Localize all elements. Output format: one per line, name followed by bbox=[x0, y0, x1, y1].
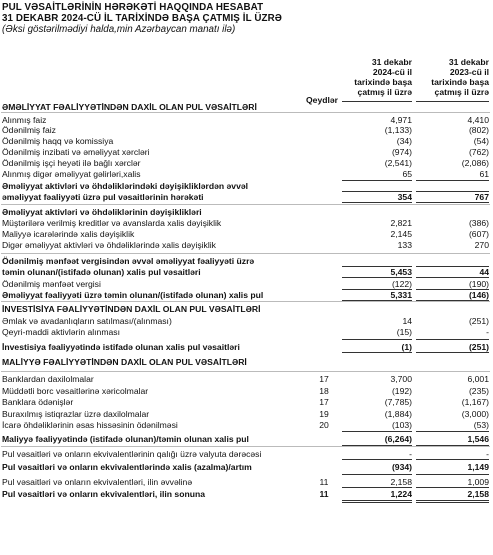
row-value-2023: 1,009 bbox=[467, 477, 489, 487]
row-value-2023: (386) bbox=[468, 218, 489, 228]
table-row bbox=[0, 409, 493, 419]
column-header-notes: Qeydlər bbox=[306, 95, 339, 105]
divider bbox=[342, 180, 412, 181]
row-value-2024: 14 bbox=[402, 316, 412, 326]
row-value-2024: 3,700 bbox=[390, 374, 412, 384]
row-value-2024: (103) bbox=[391, 420, 412, 430]
divider bbox=[416, 431, 489, 432]
table-row bbox=[0, 229, 493, 239]
row-value-2024: 1,224 bbox=[390, 489, 412, 499]
row-label: Ödənilmiş mənfəət vergisindən əvvəl əməliyyat fəaliyyəti üzrə bbox=[2, 256, 255, 266]
divider bbox=[342, 339, 412, 340]
divider bbox=[416, 502, 489, 503]
row-value-2024: (34) bbox=[396, 136, 412, 146]
divider bbox=[416, 339, 489, 340]
row-value-2024: (122) bbox=[391, 279, 412, 289]
table-row bbox=[0, 327, 493, 337]
table-row bbox=[0, 125, 493, 135]
row-label: Alınmış digər əməliyyat gəlirləri,xalis bbox=[2, 169, 141, 179]
row-label: Alınmış faiz bbox=[2, 115, 47, 125]
row-label: Maliyyə fəaliyyətində (istifadə olunan)/təmin olunan xalis pul bbox=[2, 434, 249, 444]
row-value-2023: (251) bbox=[468, 316, 489, 326]
row-label: Maliyyə icarələrində xalis dəyişiklik bbox=[2, 229, 135, 239]
table-row bbox=[0, 397, 493, 407]
row-value-2023: (802) bbox=[468, 125, 489, 135]
row-value-2024: (192) bbox=[391, 386, 412, 396]
title-line-1: PUL VƏSAİTLƏRİNİN HƏRƏKƏTİ HAQQINDA HESABAT bbox=[2, 2, 264, 13]
row-value-2023: (762) bbox=[468, 147, 489, 157]
row-value-2023: (607) bbox=[468, 229, 489, 239]
table-row bbox=[0, 158, 493, 168]
row-value-2024: 2,145 bbox=[390, 229, 412, 239]
table-row bbox=[0, 218, 493, 228]
row-label: Pul vəsaitləri və onların ekvivalentlərinin qalığı üzrə valyuta dərəcəsi bbox=[2, 449, 262, 459]
table-row bbox=[0, 169, 493, 179]
row-value-2023: (54) bbox=[473, 136, 489, 146]
row-value-2024: (7,785) bbox=[384, 397, 412, 407]
report-subtitle: (Əksi göstərilmədiyi halda,min Azərbaycan manatı ilə) bbox=[2, 24, 236, 35]
divider bbox=[416, 101, 489, 102]
row-value-2023: - bbox=[486, 327, 489, 337]
row-value-2024: 2,821 bbox=[390, 218, 412, 228]
row-label: Ödənilmiş işçi heyəti ilə bağlı xərclər bbox=[2, 158, 141, 168]
row-value-2023: 1,546 bbox=[467, 434, 489, 444]
row-value-2023: (3,000) bbox=[461, 409, 489, 419]
row-label: Əmlak və avadanlıqların satılması/(alınması) bbox=[2, 316, 172, 326]
column-header-2024: 31 dekabr 2024-cü il tarixində başa çatmış il üzrə bbox=[354, 57, 412, 97]
section-divider bbox=[1, 301, 490, 302]
row-value-2023: 61 bbox=[479, 169, 489, 179]
row-label: Digər əməliyyat aktivləri və öhdəliklərində xalis dəyişiklik bbox=[2, 240, 216, 250]
row-value-2024: 133 bbox=[397, 240, 412, 250]
divider bbox=[342, 502, 412, 503]
row-value-2023: (146) bbox=[468, 290, 489, 300]
divider bbox=[342, 202, 412, 203]
divider bbox=[342, 431, 412, 432]
row-label: Pul vəsaitləri və onların ekvivalentləri, ilin əvvəlinə bbox=[2, 477, 193, 487]
row-label: Pul vəsaitləri və onların ekvivalentləri, ilin sonuna bbox=[2, 489, 205, 499]
row-value-2023: (235) bbox=[468, 386, 489, 396]
row-label: Əməliyyat aktivləri və öhdəliklərinin dəyişiklikləri bbox=[2, 207, 202, 217]
row-label: Müştərilərə verilmiş kreditlər və avanslarda xalis dəyişiklik bbox=[2, 218, 222, 228]
divider bbox=[416, 289, 489, 290]
row-note: 19 bbox=[319, 409, 329, 419]
row-value-2024: 65 bbox=[402, 169, 412, 179]
row-label: İcarə öhdəliklərinin əsas hissəsinin ödənilməsi bbox=[2, 420, 178, 430]
row-value-2023: 2,158 bbox=[467, 489, 489, 499]
row-value-2024: 5,331 bbox=[390, 290, 412, 300]
row-value-2023: 4,410 bbox=[467, 115, 489, 125]
row-note: 18 bbox=[319, 386, 329, 396]
table-row bbox=[0, 386, 493, 396]
row-value-2023: (53) bbox=[473, 420, 489, 430]
row-value-2023: (190) bbox=[468, 279, 489, 289]
section-divider bbox=[1, 446, 490, 447]
divider bbox=[416, 487, 489, 488]
table-row bbox=[0, 290, 493, 300]
row-label: Banklardan daxilolmalar bbox=[2, 374, 94, 384]
table-row bbox=[0, 115, 493, 125]
row-value-2024: (15) bbox=[396, 327, 412, 337]
section-divider bbox=[1, 204, 490, 205]
divider bbox=[342, 474, 412, 475]
row-value-2024: 5,453 bbox=[390, 267, 412, 277]
row-label: MALİYYƏ FƏALİYYƏTİNDƏN DAXİL OLAN PUL VƏSAİTLƏRİ bbox=[2, 357, 247, 367]
divider bbox=[342, 101, 412, 102]
row-label: Əməliyyat fəaliyyəti üzrə təmin olunan/(istifadə olunan) xalis pul bbox=[2, 290, 264, 300]
table-row bbox=[0, 304, 493, 314]
row-note: 17 bbox=[319, 374, 329, 384]
row-note: 17 bbox=[319, 397, 329, 407]
divider bbox=[416, 474, 489, 475]
table-row bbox=[0, 147, 493, 157]
divider bbox=[342, 289, 412, 290]
row-label: İnvestisiya fəaliyyətində istifadə olunan xalis pul vəsaitləri bbox=[2, 342, 240, 352]
divider bbox=[342, 191, 412, 192]
row-label: Əməliyyat aktivləri və öhdəliklərindəki dəyişikliklərdən əvvəl bbox=[2, 181, 249, 191]
row-value-2024: (1,133) bbox=[384, 125, 412, 135]
row-label: İNVESTİSİYA FƏALİYYƏTİNDƏN DAXİL OLAN PUL VƏSAİTLƏRİ bbox=[2, 304, 261, 314]
row-value-2023: (251) bbox=[468, 342, 489, 352]
divider bbox=[342, 266, 412, 267]
row-value-2023: (2,086) bbox=[461, 158, 489, 168]
table-row bbox=[0, 374, 493, 384]
row-value-2024: 354 bbox=[397, 192, 412, 202]
divider bbox=[416, 459, 489, 460]
divider bbox=[416, 202, 489, 203]
divider bbox=[416, 352, 489, 353]
table-row bbox=[0, 434, 493, 444]
row-value-2024: - bbox=[409, 449, 412, 459]
divider bbox=[416, 277, 489, 278]
table-row bbox=[0, 240, 493, 250]
divider bbox=[416, 266, 489, 267]
row-label: Müddətli borc vəsaitlərinə xəricolmalar bbox=[2, 386, 149, 396]
table-row bbox=[0, 489, 493, 499]
row-label: Ödənilmiş haqq və komissiya bbox=[2, 136, 114, 146]
row-value-2023: 767 bbox=[474, 192, 489, 202]
table-row bbox=[0, 449, 493, 459]
table-row bbox=[0, 102, 493, 112]
row-value-2023: 1,149 bbox=[467, 462, 489, 472]
table-row bbox=[0, 477, 493, 487]
divider bbox=[342, 352, 412, 353]
divider bbox=[342, 459, 412, 460]
row-label: təmin olunan/(istifadə olunan) xalis pul vəsaitləri bbox=[2, 267, 201, 277]
divider bbox=[416, 500, 489, 501]
row-value-2024: (1,884) bbox=[384, 409, 412, 419]
section-divider bbox=[1, 371, 490, 372]
section-divider bbox=[1, 253, 490, 254]
table-row bbox=[0, 420, 493, 430]
title-line-2: 31 DEKABR 2024-CÜ İL TARİXİNDƏ BAŞA ÇATMIŞ İL ÜZRƏ bbox=[2, 13, 282, 24]
table-row bbox=[0, 207, 493, 217]
row-label: əməliyyat fəaliyyəti üzrə pul vəsaitlərinin hərəkəti bbox=[2, 192, 204, 202]
row-value-2024: (6,264) bbox=[384, 434, 412, 444]
row-label: Pul vəsaitləri və onların ekvivalentlərində xalis (azalma)/artım bbox=[2, 462, 252, 472]
table-row bbox=[0, 342, 493, 352]
row-label: ƏMƏLİYYAT FƏALİYYƏTİNDƏN DAXİL OLAN PUL VƏSAİTLƏRİ bbox=[2, 102, 257, 112]
row-value-2023: (1,167) bbox=[461, 397, 489, 407]
table-row bbox=[0, 256, 493, 266]
row-value-2024: (1) bbox=[401, 342, 412, 352]
row-value-2023: 6,001 bbox=[467, 374, 489, 384]
row-note: 11 bbox=[319, 489, 329, 499]
row-label: Banklara ödənişlər bbox=[2, 397, 74, 407]
row-value-2024: (934) bbox=[391, 462, 412, 472]
row-note: 11 bbox=[319, 477, 329, 487]
table-row bbox=[0, 279, 493, 289]
column-header-2023: 31 dekabr 2023-cü il tarixində başa çatmış il üzrə bbox=[431, 57, 489, 97]
row-value-2023: 270 bbox=[474, 240, 489, 250]
row-value-2023: 44 bbox=[479, 267, 489, 277]
section-divider bbox=[1, 112, 490, 113]
table-row bbox=[0, 181, 493, 191]
row-note: 20 bbox=[319, 420, 329, 430]
row-label: Ödənilmiş inzibati və əməliyyat xərcləri bbox=[2, 147, 150, 157]
row-label: Ödənilmiş mənfəət vergisi bbox=[2, 279, 101, 289]
table-row bbox=[0, 267, 493, 277]
table-row bbox=[0, 316, 493, 326]
row-value-2023: - bbox=[486, 449, 489, 459]
divider bbox=[342, 487, 412, 488]
table-row bbox=[0, 136, 493, 146]
table-row bbox=[0, 192, 493, 202]
row-label: Qeyri-maddi aktivlərin alınması bbox=[2, 327, 120, 337]
row-value-2024: (974) bbox=[391, 147, 412, 157]
row-value-2024: 4,971 bbox=[390, 115, 412, 125]
row-label: Ödənilmiş faiz bbox=[2, 125, 56, 135]
row-value-2024: (2,541) bbox=[384, 158, 412, 168]
row-label: Buraxılmış istiqrazlar üzrə daxilolmalar bbox=[2, 409, 150, 419]
divider bbox=[342, 500, 412, 501]
table-row bbox=[0, 462, 493, 472]
row-value-2024: 2,158 bbox=[390, 477, 412, 487]
divider bbox=[416, 191, 489, 192]
divider bbox=[416, 180, 489, 181]
table-row bbox=[0, 357, 493, 367]
divider bbox=[342, 277, 412, 278]
